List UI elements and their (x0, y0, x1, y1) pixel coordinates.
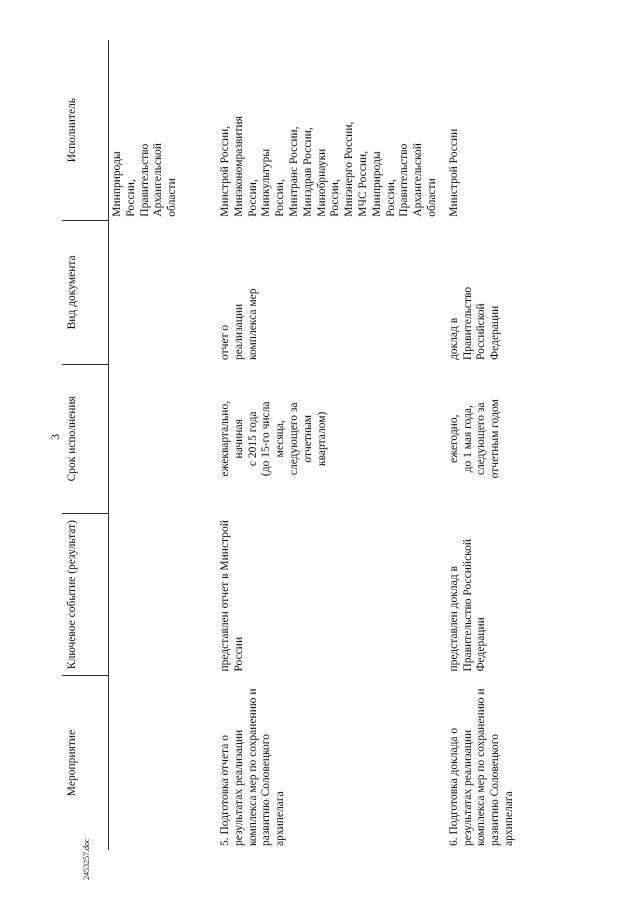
cell-deadline: ежегодно, до 1 мая года, следующего за отчетным годом (447, 399, 502, 479)
header-deadline: Срок исполнения (62, 364, 109, 514)
footer-doc-code: 2453257.doc (82, 838, 91, 880)
header-executor: Исполнитель (62, 40, 109, 221)
page-number: 3 (48, 434, 62, 440)
cell-doc-type: доклад в Правительство Российской Федерации (447, 286, 502, 361)
cell-event: 6. Подготовка доклада о результатах реализации комплекса мер по сохранению и развитию Соловецкого архипелага (447, 688, 515, 846)
header-result: Ключевое событие (результат) (62, 514, 109, 676)
cell-executor: Минстрой России, Минэкономразвития России, Минкультуры России, Минтранс России, Минздрав России, Минобрнауки России, Минэнерго России, МЧС России, Минприроды России, Правительство Архангельской области (219, 116, 438, 217)
cell-event (109, 676, 218, 850)
rotated-page-content (62, 40, 572, 850)
measures-table (62, 40, 574, 850)
cell-result: представлен отчет в Минстрой России (219, 520, 245, 672)
cell-executor: Минстрой России (447, 128, 460, 217)
cell-result (109, 514, 218, 676)
cell-event: 5. Подготовка отчета о результатах реализации комплекса мер по сохранению и развитию Соловецкого архипелага (219, 688, 287, 846)
cell-executor: Минприроды России, Правительство Архангельской области (111, 143, 179, 217)
table-header-row (62, 40, 109, 850)
cell-doc-type (109, 221, 218, 364)
cell-doc-type: отчет о реализации комплекса мер (219, 288, 259, 361)
table-row (446, 40, 574, 850)
cell-deadline: ежеквартально, начиная с 2015 года (до 15-го числа месяца, следующего за отчетным кварталом) (219, 400, 328, 477)
table-row (109, 40, 218, 850)
header-doc-type: Вид документа (62, 221, 109, 364)
cell-result: представлен доклад в Правительство Российской Федерации (447, 538, 488, 672)
cell-deadline (109, 364, 218, 514)
header-event: Мероприятие (62, 676, 109, 850)
table-row (217, 40, 446, 850)
